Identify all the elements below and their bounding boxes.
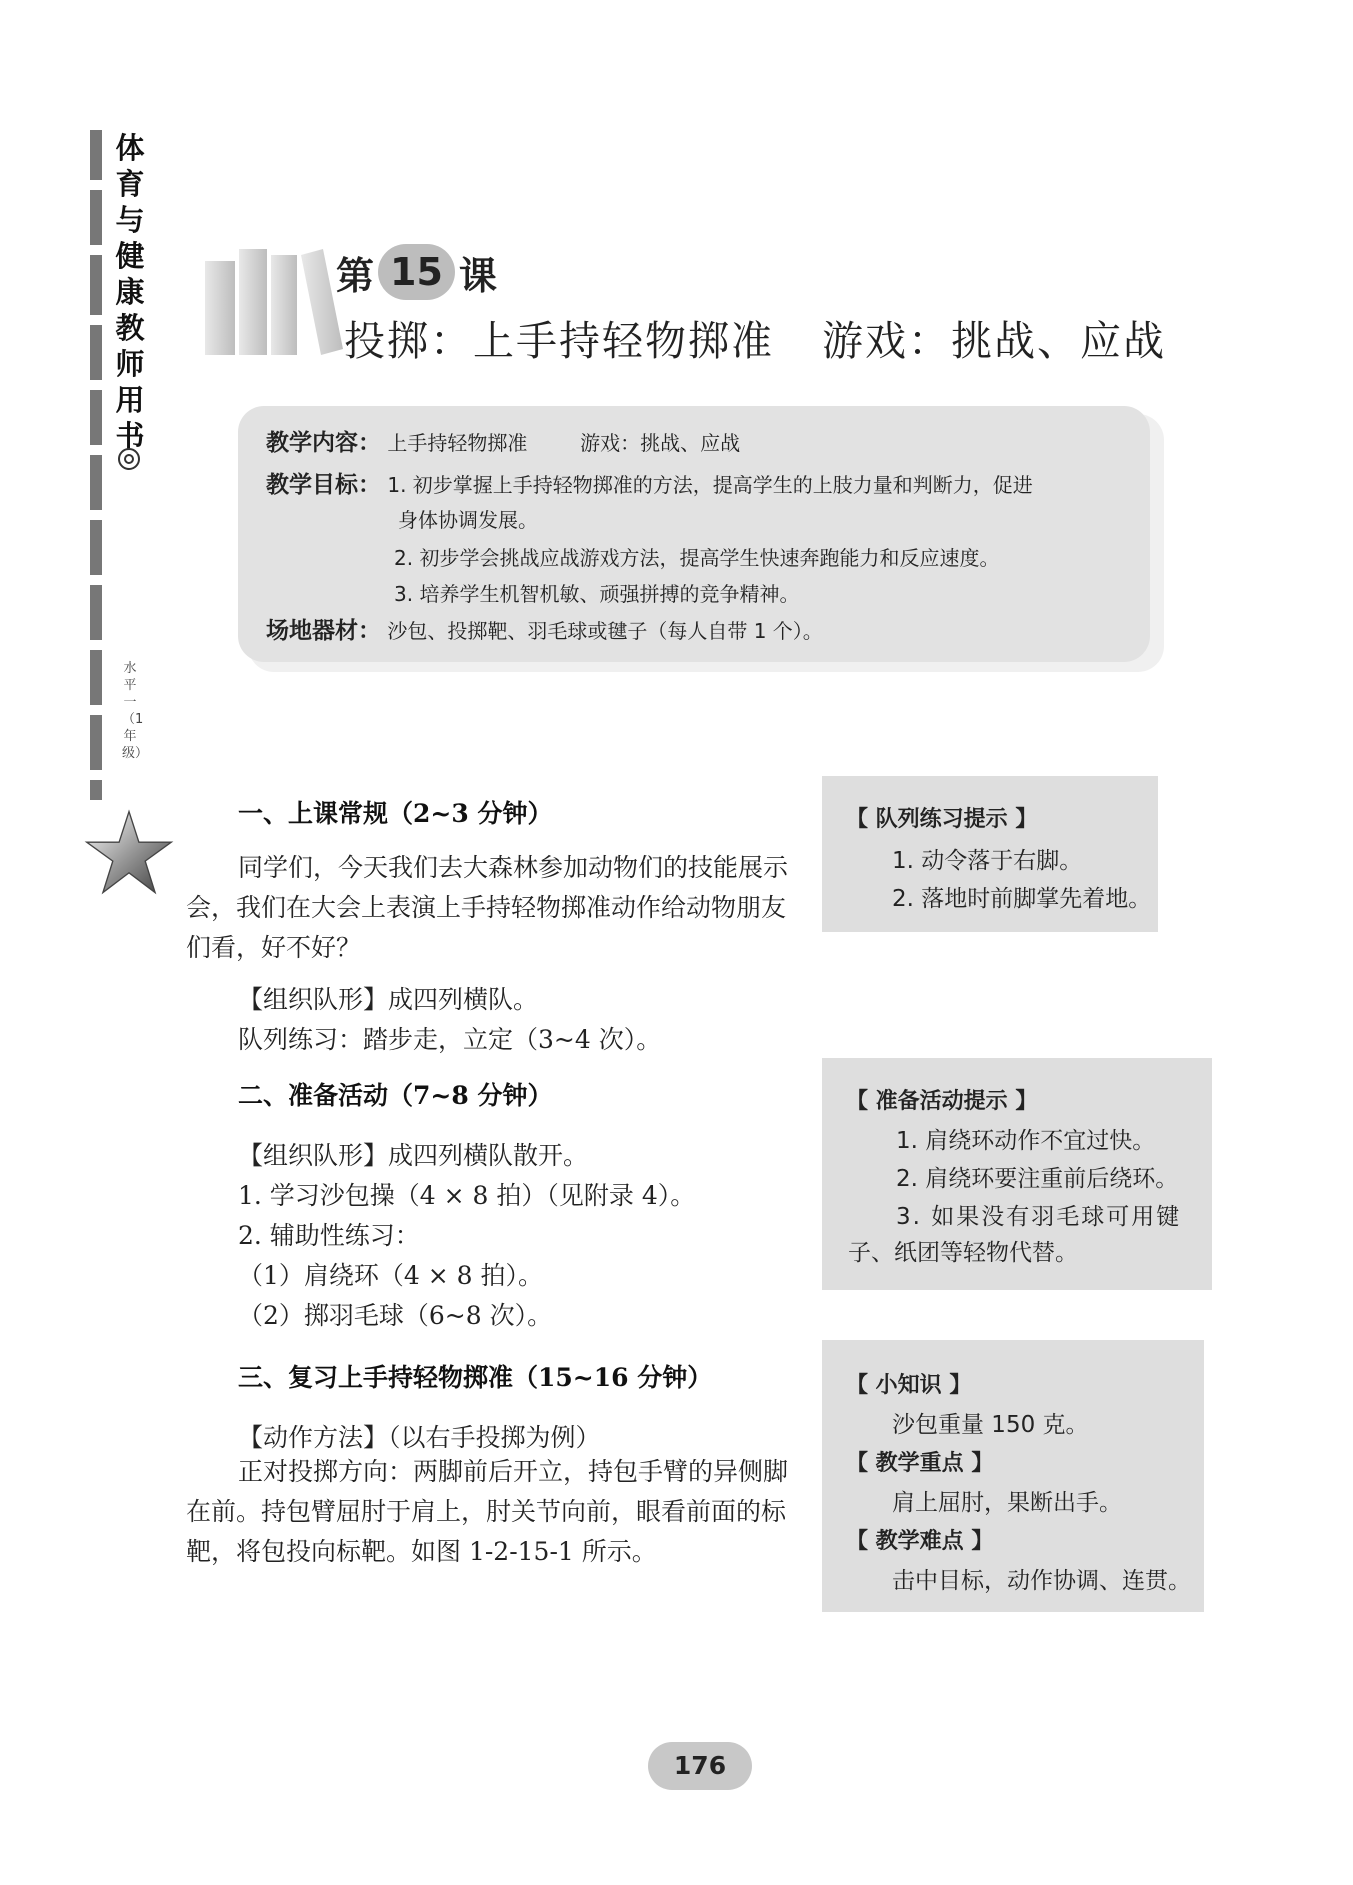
tip-2-title: 【 准备活动提示 】 xyxy=(846,1089,1038,1114)
goals-label: 教学目标： xyxy=(266,472,381,498)
tip-3-difficulty-title: 【 教学难点 】 xyxy=(846,1529,994,1554)
goal-3: 3. 培养学生机智机敏、顽强拼搏的竞争精神。 xyxy=(394,582,800,606)
book-title-vertical: 体育与健康教师用书 xyxy=(115,131,145,453)
section-1-formation: 【组织队形】成四列横队。 xyxy=(238,985,539,1014)
section-2-formation: 【组织队形】成四列横队散开。 xyxy=(238,1141,589,1170)
lesson-title-part1: 投掷：上手持轻物掷准 xyxy=(344,317,774,365)
tip-1-item-2: 2. 落地时前脚掌先着地。 xyxy=(892,886,1152,912)
tip-3-knowledge-item: 沙包重量 150 克。 xyxy=(892,1412,1089,1438)
section-2-item-1: 1. 学习沙包操（4 × 8 拍）（见附录 4）。 xyxy=(238,1181,696,1210)
lesson-number: 15 xyxy=(378,244,455,300)
section-2-heading: 二、准备活动（7~8 分钟） xyxy=(238,1081,553,1110)
grade-level-vertical: 水平一（1年级） xyxy=(122,661,149,761)
tip-box-knowledge xyxy=(822,1340,1204,1612)
lesson-prefix: 第 xyxy=(336,253,375,298)
content-value-1: 上手持轻物掷准 xyxy=(387,431,528,455)
tip-3-key-point-title: 【 教学重点 】 xyxy=(846,1451,994,1476)
page-number: 176 xyxy=(648,1742,752,1790)
tip-box-warmup xyxy=(822,1058,1212,1290)
side-stripe xyxy=(90,130,102,800)
section-2-item-2: 2. 辅助性练习： xyxy=(238,1221,420,1250)
lesson-suffix: 课 xyxy=(458,253,497,298)
tip-2-item-3a: 3. 如果没有羽毛球可用键 xyxy=(896,1204,1182,1230)
tip-1-title: 【 队列练习提示 】 xyxy=(846,807,1038,832)
goal-1-line-1: 1. 初步掌握上手持轻物掷准的方法，提高学生的上肢力量和判断力，促进 xyxy=(387,473,1033,497)
circle-mark-icon xyxy=(118,448,140,470)
tip-2-item-3b: 子、纸团等轻物代替。 xyxy=(848,1240,1078,1266)
section-3-method-label: 【动作方法】（以右手投掷为例） xyxy=(238,1423,601,1452)
section-2-subitem-1: （1）肩绕环（4 × 8 拍）。 xyxy=(238,1261,544,1290)
tip-1-item-1: 1. 动令落于右脚。 xyxy=(892,848,1083,874)
equipment-label: 场地器材： xyxy=(266,618,381,644)
content-value-2: 游戏：挑战、应战 xyxy=(580,431,741,455)
tip-box-drill xyxy=(822,776,1158,932)
section-3-heading: 三、复习上手持轻物掷准（15~16 分钟） xyxy=(238,1363,713,1392)
section-2-subitem-2: （2）掷羽毛球（6~8 次）。 xyxy=(238,1301,553,1330)
tip-3-knowledge-title: 【 小知识 】 xyxy=(846,1373,972,1398)
section-1-paragraph: 同学们，今天我们去大森林参加动物们的技能展示会，我们在大会上表演上手持轻物掷准动作给动物朋友们看，好不好？ xyxy=(186,853,789,962)
section-3-paragraph: 正对投掷方向：两脚前后开立，持包手臂的异侧脚在前。持包臂屈肘于肩上，肘关节向前，眼看前面的标靶，将包投向标靶。如图 1-2-15-1 所示。 xyxy=(186,1457,789,1566)
goal-2: 2. 初步学会挑战应战游戏方法，提高学生快速奔跑能力和反应速度。 xyxy=(394,546,1000,570)
teaching-info-box xyxy=(238,406,1150,662)
star-icon xyxy=(84,808,174,898)
tip-3-difficulty-item: 击中目标，动作协调、连贯。 xyxy=(892,1568,1191,1594)
tip-2-item-2: 2. 肩绕环要注重前后绕环。 xyxy=(896,1166,1179,1192)
lesson-title-part2: 游戏：挑战、应战 xyxy=(822,317,1166,365)
lesson-title xyxy=(344,308,1166,367)
equipment-value: 沙包、投掷靶、羽毛球或毽子（每人自带 1 个）。 xyxy=(387,619,823,643)
books-icon xyxy=(203,245,343,355)
goal-1-line-2: 身体协调发展。 xyxy=(398,508,538,532)
lesson-badge xyxy=(336,242,514,302)
content-label: 教学内容： xyxy=(266,430,381,456)
tip-3-key-point-item: 肩上屈肘，果断出手。 xyxy=(892,1490,1122,1516)
section-1-heading: 一、上课常规（2~3 分钟） xyxy=(238,799,553,828)
tip-2-item-1: 1. 肩绕环动作不宜过快。 xyxy=(896,1128,1156,1154)
section-1-drill: 队列练习：踏步走，立定（3~4 次）。 xyxy=(238,1025,662,1054)
